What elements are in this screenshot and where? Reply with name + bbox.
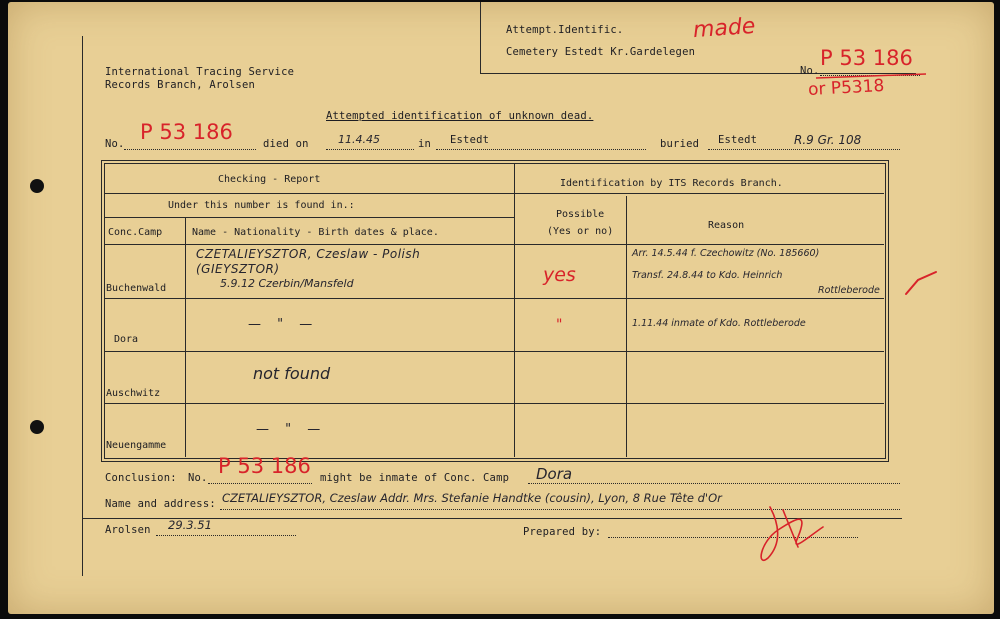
org-line-1: International Tracing Service <box>105 66 295 78</box>
row1-reason-line2: Transf. 24.8.44 to Kdo. Heinrich <box>632 270 783 281</box>
initials-signature <box>761 507 823 560</box>
row1-possible: yes <box>543 264 576 286</box>
row-camp-neuengamme: Neuengamme <box>106 440 167 451</box>
attempt-label: Attempt.Identific. <box>506 24 624 36</box>
row1-name-line3: 5.9.12 Czerbin/Mansfeld <box>220 277 354 290</box>
died-label: died on <box>263 138 309 150</box>
form-title: Attempted identification of unknown dead. <box>326 110 594 122</box>
header-underline <box>816 74 926 78</box>
footer-date: 29.3.51 <box>168 518 212 532</box>
conclusion-camp: Dora <box>536 465 573 483</box>
cemetery-label: Cemetery Estedt Kr.Gardelegen <box>506 46 696 58</box>
found-header: Under this number is found in.: <box>168 200 355 211</box>
header-no-label: No. <box>800 65 820 77</box>
in-label: in <box>418 138 432 150</box>
check-mark <box>906 272 936 294</box>
row-camp-buchenwald: Buchenwald <box>106 283 167 294</box>
col-name-header: Name - Nationality - Birth dates & place. <box>192 227 439 238</box>
red-markings <box>8 2 994 614</box>
checking-header: Checking - Report <box>218 174 321 185</box>
row1-name-line1: CZETALIEYSZTOR, Czeslaw - Polish <box>196 247 421 261</box>
made-stamp: made <box>692 13 757 44</box>
row4-name: — " — <box>256 422 327 437</box>
name-address-label: Name and address: <box>105 498 216 510</box>
grave-number: R.9 Gr. 108 <box>794 133 862 147</box>
buried-label: buried <box>660 138 700 150</box>
header-no-alt: or P5318 <box>807 76 885 100</box>
row1-reason-line1: Arr. 14.5.44 f. Czechowitz (No. 185660) <box>632 248 820 259</box>
org-line-2: Records Branch, Arolsen <box>105 79 255 91</box>
line1-no-value: P 53 186 <box>140 120 233 144</box>
name-address-value: CZETALIEYSZTOR, Czeslaw Addr. Mrs. Stefanie Handtke (cousin), Lyon, 8 Rue Tête d'Or <box>222 491 722 505</box>
conclusion-no-value: P 53 186 <box>218 454 311 478</box>
col-camp-header: Conc.Camp <box>108 227 163 238</box>
buried-place: Estedt <box>718 134 758 146</box>
prepared-label: Prepared by: <box>523 526 602 538</box>
row3-name: not found <box>253 364 331 383</box>
line1-no-label: No. <box>105 138 125 150</box>
in-value: Estedt <box>450 134 490 146</box>
died-value: 11.4.45 <box>338 133 380 146</box>
index-card <box>8 2 994 614</box>
header-no-value: P 53 186 <box>820 46 913 70</box>
row2-possible: " <box>556 317 563 333</box>
row1-reason-line3: Rottleberode <box>818 285 880 296</box>
footer-place: Arolsen <box>105 524 151 536</box>
row-camp-auschwitz: Auschwitz <box>106 388 161 399</box>
row2-reason: 1.11.44 inmate of Kdo. Rottleberode <box>632 318 806 329</box>
row-camp-dora: Dora <box>114 334 139 345</box>
col-possible-header-1: Possible <box>556 209 605 220</box>
row2-name: — " — <box>248 317 319 332</box>
conclusion-label: Conclusion: <box>105 472 177 484</box>
col-possible-header-2: (Yes or no) <box>547 226 614 237</box>
row1-name-line2: (GIEYSZTOR) <box>196 262 280 276</box>
ident-header: Identification by ITS Records Branch. <box>560 178 783 189</box>
conclusion-text: might be inmate of Conc. Camp <box>320 472 510 484</box>
col-reason-header: Reason <box>708 220 745 231</box>
conclusion-no-label: No. <box>188 472 208 484</box>
